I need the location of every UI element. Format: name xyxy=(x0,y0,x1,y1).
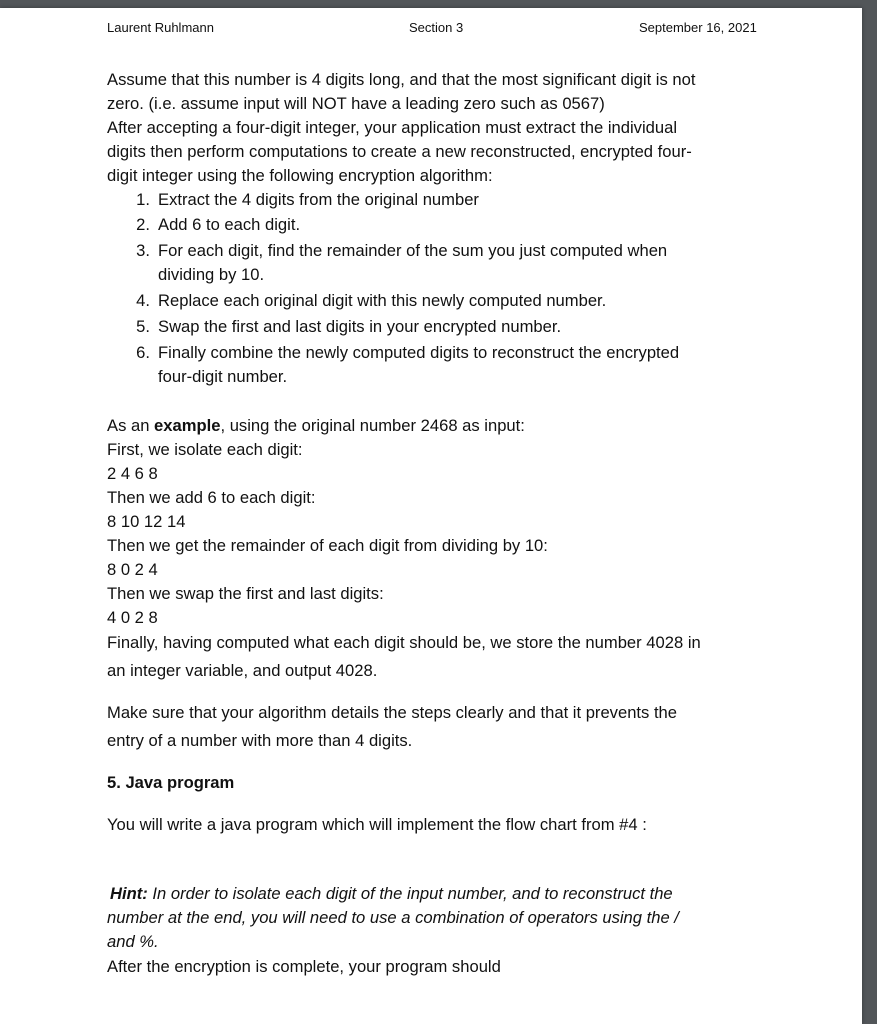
list-item-text: Extract the 4 digits from the original number xyxy=(158,190,479,209)
example-line-2: 2 4 6 8 xyxy=(107,464,158,483)
example-line-3: Then we add 6 to each digit: xyxy=(107,488,316,507)
list-item-text: Add 6 to each digit. xyxy=(158,215,301,234)
hint-line-2: number at the end, you will need to use a combination of operators using the / xyxy=(107,908,679,927)
list-item-number: 3. xyxy=(136,241,150,260)
intro-line-4: digits then perform computations to create a new reconstructed, encrypted four- xyxy=(107,142,692,161)
hint-label: Hint: xyxy=(110,884,148,903)
list-item-text: Finally combine the newly computed digits to reconstruct the encrypted xyxy=(158,343,680,362)
example-prefix: As an xyxy=(107,416,155,435)
example-line-6: 8 0 2 4 xyxy=(107,560,158,579)
example-intro xyxy=(107,414,525,438)
example-suffix: , using the original number 2468 as input: xyxy=(220,416,525,435)
list-item-text: four-digit number. xyxy=(158,367,288,386)
example-line-8: 4 0 2 8 xyxy=(107,608,158,627)
example-line-10: an integer variable, and output 4028. xyxy=(107,661,378,680)
example-line-5: Then we get the remainder of each digit from dividing by 10: xyxy=(107,536,548,555)
list-item-number: 4. xyxy=(136,291,150,310)
section-5-text: You will write a java program which will implement the flow chart from #4 : xyxy=(107,815,647,834)
header-author: Laurent Ruhlmann xyxy=(107,20,214,35)
makesure-line-1: Make sure that your algorithm details the steps clearly and that it prevents the xyxy=(107,703,678,722)
list-item-text: Replace each original digit with this newly computed number. xyxy=(158,291,607,310)
header-date: September 16, 2021 xyxy=(639,20,757,35)
list-item-text: For each digit, find the remainder of the sum you just computed when xyxy=(158,241,668,260)
intro-line-1: Assume that this number is 4 digits long, and that the most significant digit is not xyxy=(107,70,696,89)
intro-line-3: After accepting a four-digit integer, your application must extract the individual xyxy=(107,118,678,137)
list-item-number: 5. xyxy=(136,317,150,336)
list-item-number: 2. xyxy=(136,215,150,234)
list-item-number: 6. xyxy=(136,343,150,362)
example-line-4: 8 10 12 14 xyxy=(107,512,186,531)
example-line-9: Finally, having computed what each digit should be, we store the number 4028 in xyxy=(107,633,701,652)
closing-line: After the encryption is complete, your program should xyxy=(107,957,501,976)
list-item-number: 1. xyxy=(136,190,150,209)
document-page xyxy=(0,8,862,1024)
makesure-line-2: entry of a number with more than 4 digits. xyxy=(107,731,413,750)
section-5-heading: 5. Java program xyxy=(107,773,235,792)
intro-line-5: digit integer using the following encryption algorithm: xyxy=(107,166,493,185)
example-line-1: First, we isolate each digit: xyxy=(107,440,303,459)
list-item-text: dividing by 10. xyxy=(158,265,265,284)
hint-text-1: In order to isolate each digit of the input number, and to reconstruct the xyxy=(147,884,673,903)
example-bold-word: example xyxy=(154,416,221,435)
header-section: Section 3 xyxy=(409,20,464,35)
hint-line-1 xyxy=(110,882,673,906)
example-line-7: Then we swap the first and last digits: xyxy=(107,584,384,603)
intro-line-2: zero. (i.e. assume input will NOT have a leading zero such as 0567) xyxy=(107,94,605,113)
hint-line-3: and %. xyxy=(107,932,159,951)
list-item-text: Swap the first and last digits in your encrypted number. xyxy=(158,317,562,336)
